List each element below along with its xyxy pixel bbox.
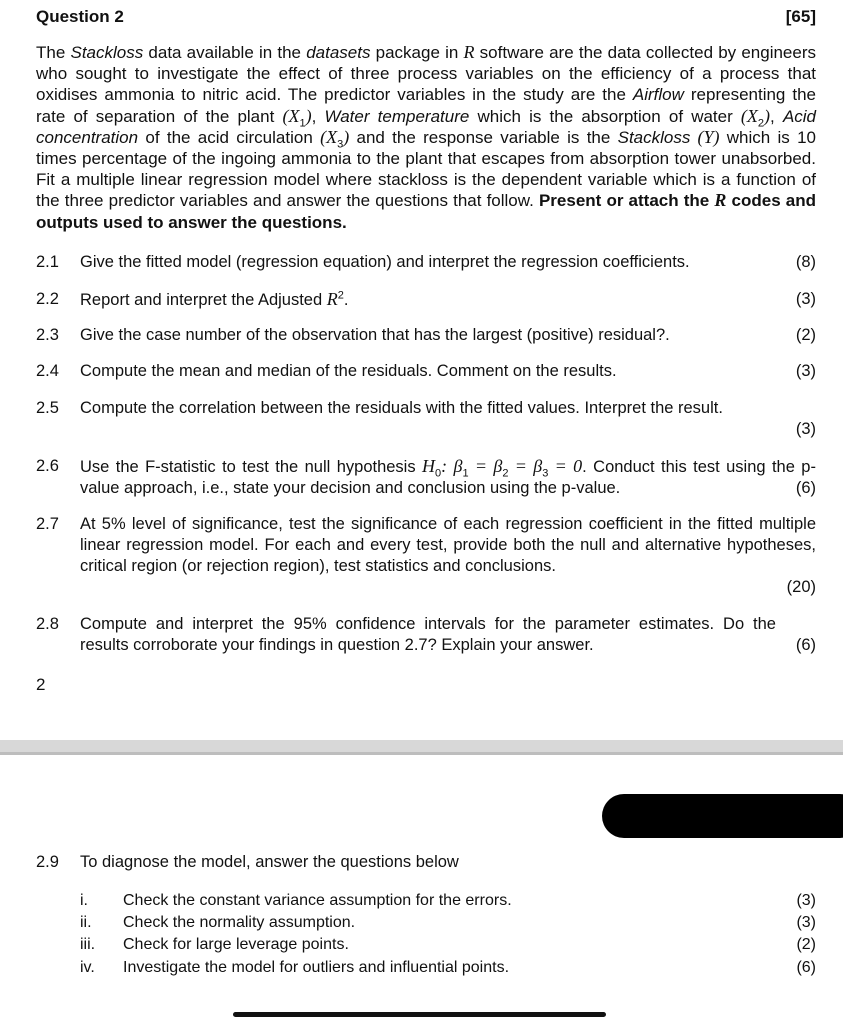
marks: (2) <box>795 326 816 344</box>
page-number: 2 <box>36 675 46 694</box>
marks: (6) <box>795 479 816 497</box>
marks: (3) <box>795 362 816 380</box>
question-header <box>36 7 816 29</box>
marks: (20) <box>786 578 816 596</box>
page-gap-edge <box>0 752 843 755</box>
marks: (3) <box>795 290 816 308</box>
sub-question-2-2: 2.2 Report and interpret the Adjusted $R^2$. (3) <box>36 289 816 309</box>
marks: (3) <box>795 420 816 438</box>
sub-question-2-8: 2.8 Compute and interpret the 95% confidence intervals for the parameter estimates. Do the results corroborate your findings in question 2.7? Explain your answer. (6) <box>36 615 816 654</box>
sub-question-2-3: 2.3 Give the case number of the observation that has the largest (positive) residual?. (2) <box>36 326 816 344</box>
question-intro-paragraph: The Stackloss data available in the datasets package in R software are the data collected by engineers who sought to investigate the effect of three process variables on the efficiency of a process that oxidises ammonia to nitric acid. The predictor variables in the study are the Airflow representing the rate of separation of the plant $(X_1)$, Water temperature which is the absorption of water $(X_2)$, Acid concentration of the acid circulation $(X_3)$ and the response variable is the Stackloss (Y) which is 10 times percentage of the ingoing ammonia to the plant that escapes from absorption tower unabsorbed. Fit a multiple linear regression model where stackloss is the dependent variable which is a function of the three predictor variables and answer the questions that follow. Present or attach the R codes and outputs used to answer the questions. <box>36 42 817 232</box>
question-total-marks: [65] <box>785 7 816 26</box>
marks: (2) <box>796 936 816 953</box>
instruction-bold: Present or attach the R codes and outputs used to answer the questions. <box>36 190 816 232</box>
sub-question-2-4: 2.4 Compute the mean and median of the residuals. Comment on the results. (3) <box>36 362 816 380</box>
question-title: Question 2 <box>36 7 124 26</box>
marks: (8) <box>795 253 816 271</box>
marks: (6) <box>796 959 816 976</box>
sub-question-2-6: 2.6 Use the F-statistic to test the null hypothesis $H_0$: $\beta_1 = \beta_2 = \beta_3 = 0$. Conduct this test using the p-value approach, i.e., state your decision and conclusion using the p-value. (6) <box>36 456 816 497</box>
marks: (3) <box>796 892 816 909</box>
sub-question-2-1: 2.1 Give the fitted model (regression equation) and interpret the regression coefficients. (8) <box>36 253 816 271</box>
sub-question-2-5: 2.5 Compute the correlation between the residuals with the fitted values. Interpret the result. (3) <box>36 399 816 438</box>
redaction-block <box>602 794 843 838</box>
sub-question-2-7: 2.7 At 5% level of significance, test the significance of each regression coefficient in the fitted multiple linear regression model. For each and every test, provide both the null and alternative hypotheses, critical region (or rejection region), test statistics and conclusions. (20) <box>36 515 816 596</box>
marks: (6) <box>795 636 816 654</box>
home-indicator[interactable] <box>233 1012 606 1017</box>
marks: (3) <box>796 914 816 931</box>
page-gap <box>0 740 843 752</box>
